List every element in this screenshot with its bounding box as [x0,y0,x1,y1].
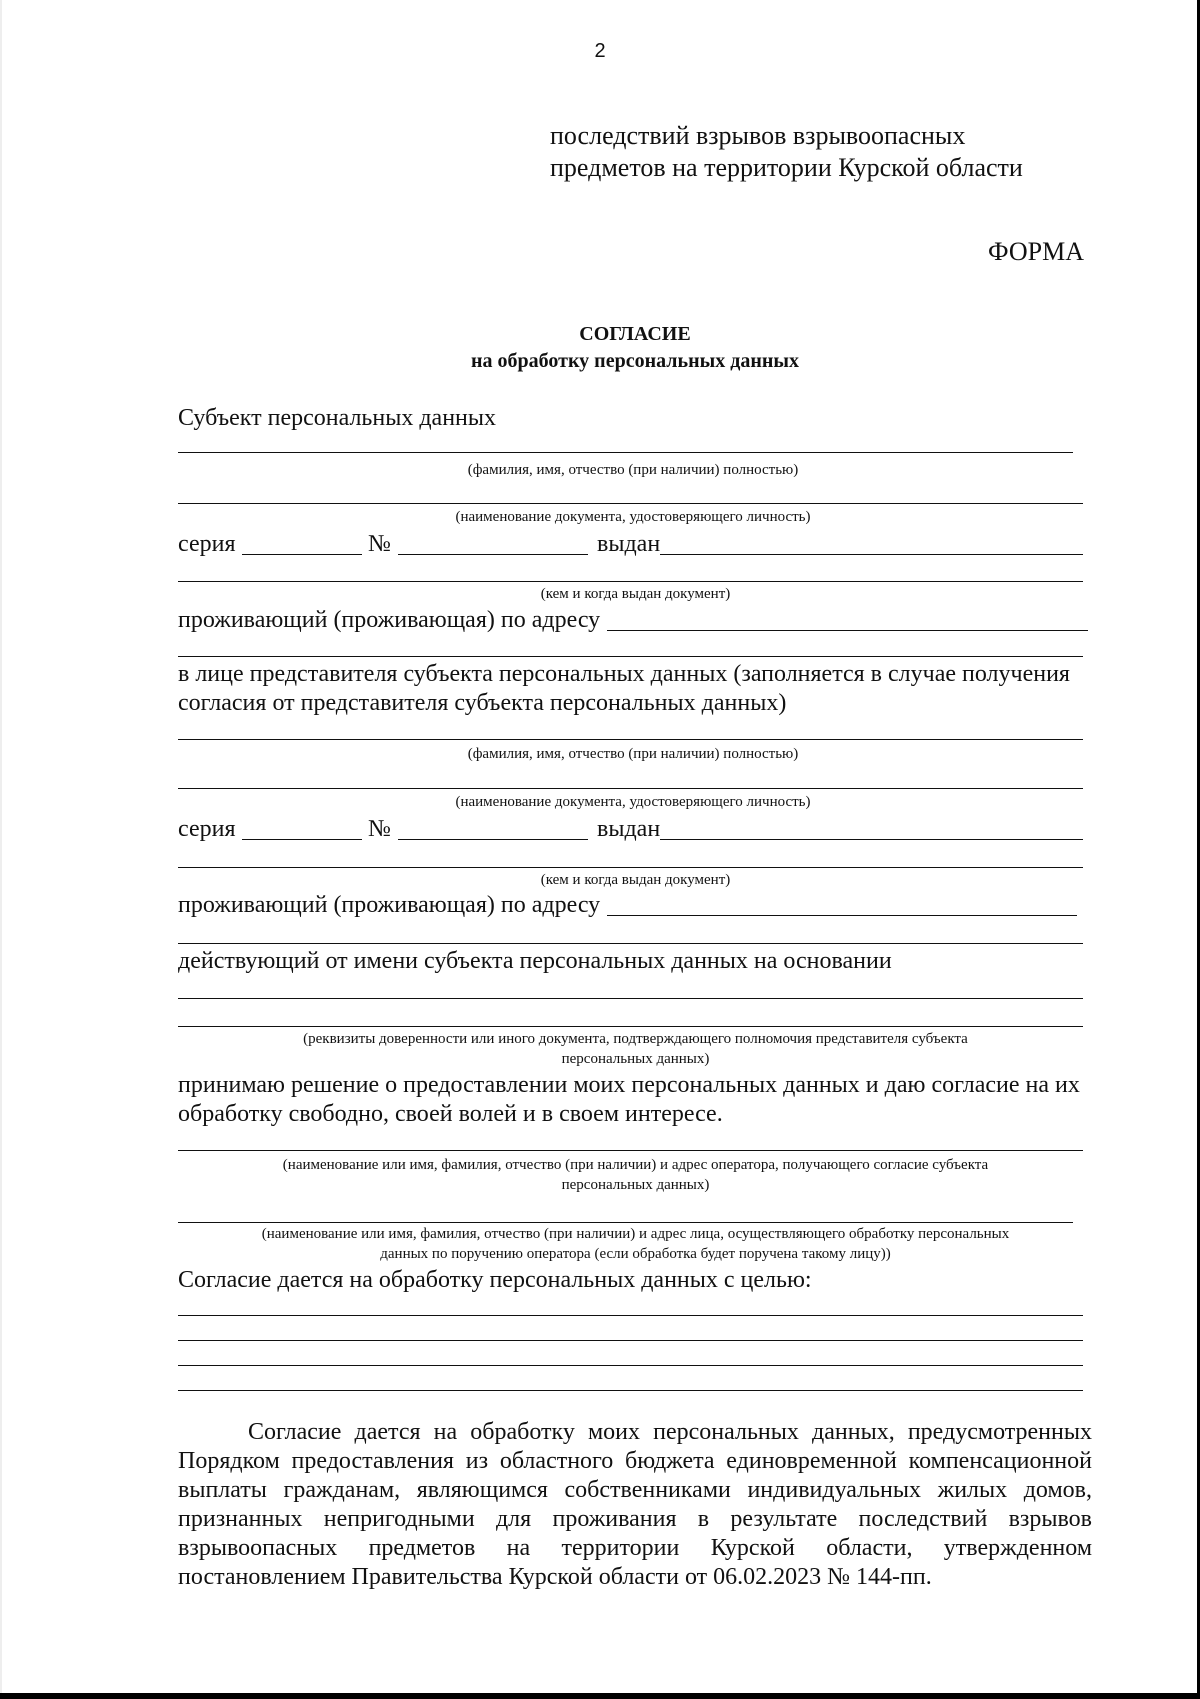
page-number: 2 [594,40,606,62]
representative-doc-field[interactable] [178,788,1083,789]
representative-intro-line-1: в лице представителя субъекта персональных данных (заполняется в случае получения [178,661,1070,687]
representative-basis-label: действующий от имени субъекта персональных данных на основании [178,948,892,974]
operator-caption-line-1: (наименование или имя, фамилия, отчество (при наличии) и адрес оператора, получающего согласие субъекта [282,1157,989,1173]
representative-number-label: № [368,816,391,842]
representative-basis-caption-line-2: персональных данных) [561,1051,710,1067]
representative-doc-caption: (наименование документа, удостоверяющего личность) [455,794,811,810]
subject-label: Субъект персональных данных [178,405,497,431]
consent-body-text [178,1418,1092,1592]
page-border-bottom [0,1693,1200,1699]
purpose-field-4[interactable] [178,1390,1083,1391]
subject-number-label: № [368,531,391,557]
header-line-2: предметов на территории Курской области [550,153,1023,182]
representative-series-label: серия [178,816,236,842]
representative-address-label: проживающий (проживающая) по адресу [178,892,601,918]
purpose-field-1[interactable] [178,1315,1083,1316]
subject-series-label: серия [178,531,236,557]
subject-doc-field[interactable] [178,503,1083,504]
subject-doc-caption: (наименование документа, удостоверяющего личность) [455,509,811,525]
subject-issued-label: выдан [597,531,661,557]
representative-fio-caption: (фамилия, имя, отчество (при наличии) полностью) [467,746,799,762]
page-edge-left [0,0,2,1699]
processor-field[interactable] [178,1222,1073,1223]
representative-series-field[interactable] [242,839,362,840]
representative-number-field[interactable] [398,839,588,840]
representative-issued-field[interactable] [660,839,1083,840]
document-subtitle: на обработку персональных данных [471,350,799,372]
operator-field[interactable] [178,1150,1083,1151]
subject-fio-field[interactable] [178,452,1073,453]
header-line-1: последствий взрывов взрывоопасных [550,121,966,150]
subject-issued-caption: (кем и когда выдан документ) [540,586,731,602]
representative-issued-by-field[interactable] [178,867,1083,868]
document-title: СОГЛАСИЕ [579,323,691,345]
decision-line-1: принимаю решение о предоставлении моих персональных данных и даю согласие на их [178,1072,1080,1098]
processor-caption-line-2: данных по поручению оператора (если обработка будет поручена такому лицу)) [380,1246,891,1262]
decision-line-2: обработку свободно, своей волей и в своем интересе. [178,1101,723,1127]
purpose-field-2[interactable] [178,1340,1083,1341]
subject-series-field[interactable] [242,554,362,555]
form-label: ФОРМА [988,237,1084,266]
representative-issued-caption: (кем и когда выдан документ) [540,872,731,888]
representative-issued-label: выдан [597,816,661,842]
purpose-field-3[interactable] [178,1365,1083,1366]
subject-address-label: проживающий (проживающая) по адресу [178,607,601,633]
processor-caption-line-1: (наименование или имя, фамилия, отчество (при наличии) и адрес лица, осуществляющего обработку персональных [261,1226,1010,1242]
subject-issued-field[interactable] [660,554,1083,555]
representative-basis-caption-line-1: (реквизиты доверенности или иного документа, подтверждающего полномочия представителя субъекта [303,1031,968,1047]
subject-fio-caption: (фамилия, имя, отчество (при наличии) полностью) [467,462,799,478]
subject-address-field[interactable] [607,630,1088,631]
operator-caption-line-2: персональных данных) [561,1177,710,1193]
representative-intro-line-2: согласия от представителя субъекта персональных данных) [178,690,787,716]
representative-address-field-2[interactable] [178,943,1083,944]
representative-fio-field[interactable] [178,739,1083,740]
purpose-label: Согласие дается на обработку персональных данных с целью: [178,1267,812,1293]
subject-number-field[interactable] [398,554,588,555]
subject-issued-by-field[interactable] [178,581,1083,582]
representative-basis-field[interactable] [178,998,1083,999]
consent-body-content: Согласие дается на обработку моих персональных данных, предусмотренных Порядком предоставления из областного бюджета единовременной компенсационной выплаты гражданам, являющимся собственниками индивидуальных жилых домов, признанных непригодными для проживания в результате последствий взрывов взрывоопасных предметов на территории Курской области, утвержденном постановлением Правительства Курской области от 06.02.2023 № 144-пп. [178,1419,1092,1590]
representative-address-field[interactable] [607,915,1077,916]
representative-basis-field-2[interactable] [178,1026,1083,1027]
subject-address-field-2[interactable] [178,656,1083,657]
